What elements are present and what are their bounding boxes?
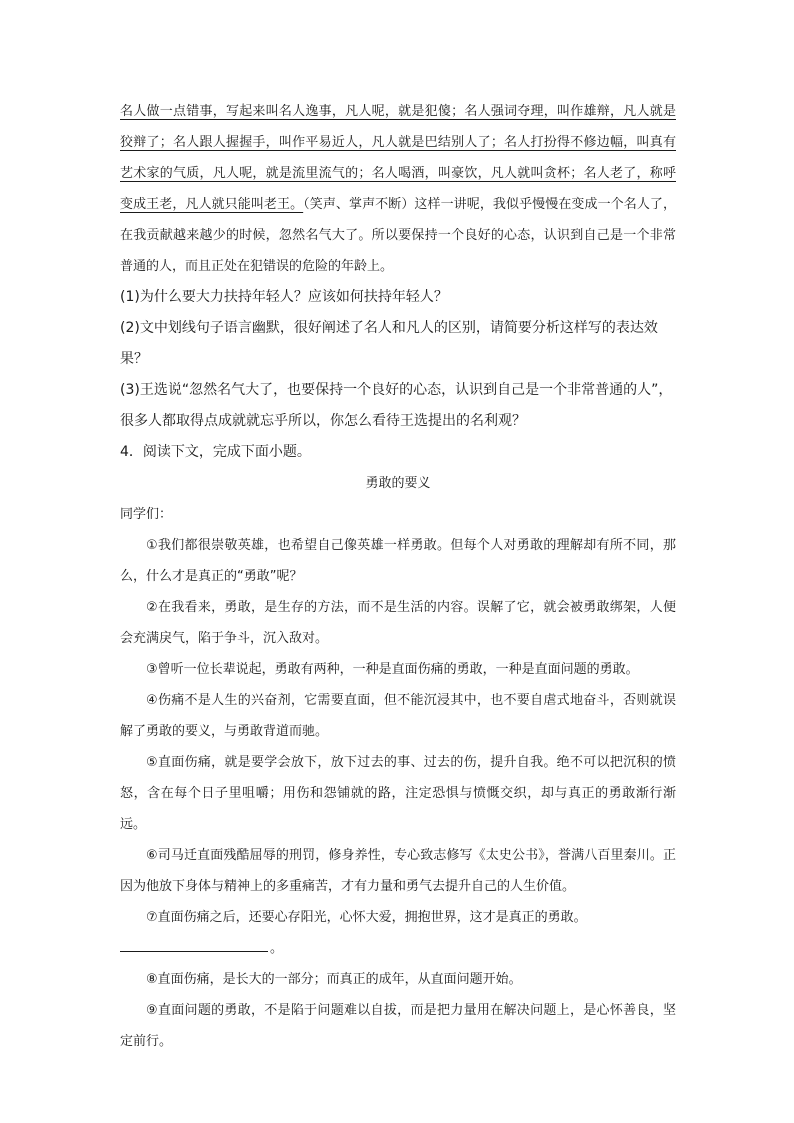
greeting: 同学们： bbox=[120, 507, 173, 522]
document-content bbox=[120, 96, 676, 1057]
paragraph-7: ⑦直面伤痛之后，还要心存阳光，心怀大爱，拥抱世界，这才是真正的勇敢。 bbox=[146, 910, 587, 925]
underlined-sentences: 名人做一点错事，写起来叫名人逸事，凡人呢，就是犯傻；名人强词夺理，叫作雄辩，凡人就是狡辩了；名人跟人握握手，叫作平易近人，凡人就是巴结别人了；名人打扮得不修边幅，叫真有艺术家的气质，凡人呢，就是流里流气的；名人喝酒，叫豪饮，凡人就叫贪杯；名人老了，称呼变成王老，凡人就只能叫老王。 bbox=[120, 104, 676, 212]
paragraph-1: ①我们都很崇敬英雄，也希望自己像英雄一样勇敢。但每个人对勇敢的理解却有所不同，那么，什么才是真正的“勇敢”呢？ bbox=[120, 538, 676, 584]
blank-suffix: 。 bbox=[270, 941, 284, 956]
section-heading: 4．阅读下文，完成下面小题。 bbox=[120, 444, 311, 460]
paragraph-9: ⑨直面问题的勇敢，不是陷于问题难以自拔，而是把力量用在解决问题上，是心怀善良，坚定前行。 bbox=[120, 1003, 676, 1049]
question-1: (1)为什么要大力扶持年轻人？应该如何扶持年轻人？ bbox=[120, 289, 448, 305]
intro-paragraph bbox=[120, 96, 676, 282]
question-3: (3)王选说“忽然名气大了，也要保持一个良好的心态，认识到自己是一个非常普通的人”，很多人都取得点成就就忘乎所以，你怎么看待王选提出的名利观？ bbox=[120, 382, 673, 429]
paragraph-4: ④伤痛不是人生的兴奋剂，它需要直面，但不能沉浸其中，也不要自虐式地奋斗，否则就误解了勇敢的要义，与勇敢背道而驰。 bbox=[120, 693, 676, 739]
intro-rest: （笑声、掌声不断）这样一讲呢，我似乎慢慢在变成一个名人了，在我贡献越来越少的时候，忽然名气大了。所以要保持一个良好的心态，认识到自己是一个非常普通的人，而且正处在犯错误的危险的年龄上。 bbox=[120, 197, 676, 274]
paragraph-6: ⑥司马迁直面残酷屈辱的刑罚，修身养性，专心致志修写《太史公书》，誉满八百里秦川。正因为他放下身体与精神上的多重痛苦，才有力量和勇气去提升自己的人生价值。 bbox=[120, 848, 676, 894]
fill-in-blank[interactable] bbox=[120, 937, 268, 952]
blank-answer-line bbox=[120, 933, 676, 964]
paragraph-3: ③曾听一位长辈说起，勇敢有两种，一种是直面伤痛的勇敢，一种是直面问题的勇敢。 bbox=[146, 662, 639, 677]
article-title: 勇敢的要义 bbox=[365, 476, 431, 491]
paragraph-2: ②在我看来，勇敢，是生存的方法，而不是生活的内容。误解了它，就会被勇敢绑架，人便会充满戾气，陷于争斗，沉入敌对。 bbox=[120, 600, 676, 646]
paragraph-8: ⑧直面伤痛，是长大的一部分；而真正的成年，从直面问题开始。 bbox=[146, 972, 522, 987]
paragraph-5: ⑤直面伤痛，就是要学会放下，放下过去的事、过去的伤，提升自我。绝不可以把沉积的愤怒，含在每个日子里咀嚼；用伤和怨铺就的路，注定恐惧与愤慨交织，却与真正的勇敢渐行渐远。 bbox=[120, 755, 676, 832]
question-2: (2)文中划线句子语言幽默，很好阐述了名人和凡人的区别，请简要分析这样写的表达效果？ bbox=[120, 320, 658, 367]
